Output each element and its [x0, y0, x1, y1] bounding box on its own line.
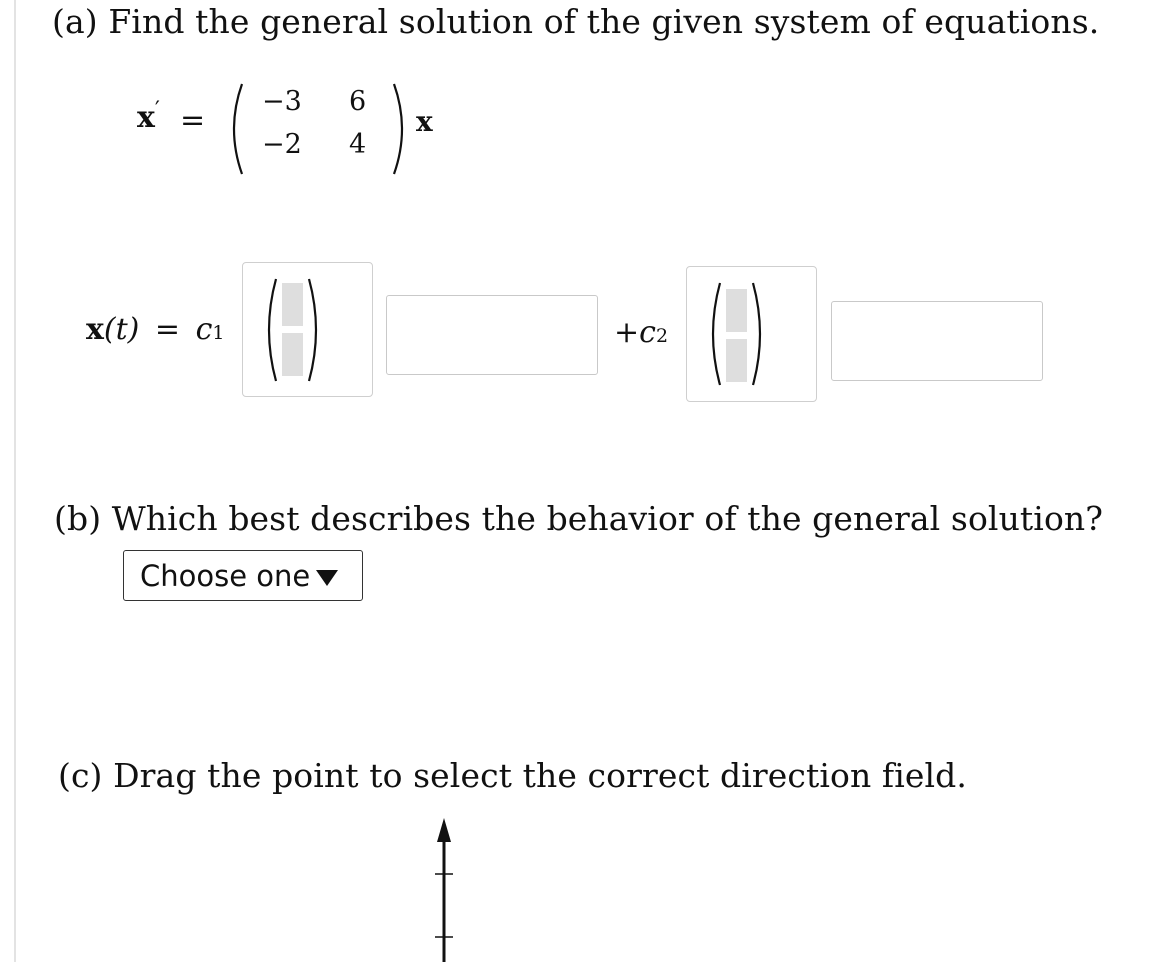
vector2-right-paren	[749, 281, 769, 387]
plus-c2: +c2	[614, 315, 669, 350]
matrix-a21: −2	[262, 129, 302, 160]
matrix-left-paren	[224, 82, 246, 176]
direction-field-axis	[420, 816, 470, 962]
eigenvector-1-box[interactable]	[242, 262, 373, 397]
part-c-heading: (c) Drag the point to select the correct direction field.	[58, 756, 967, 795]
matrix-a12: 6	[349, 86, 367, 117]
eigenvector-1-entry-1[interactable]	[282, 283, 303, 326]
matrix-a11: −3	[262, 86, 302, 117]
part-b-heading: (b) Which best describes the behavior of the general solution?	[54, 499, 1104, 538]
vector1-left-paren	[260, 277, 280, 383]
behavior-dropdown[interactable]	[123, 550, 363, 601]
vector1-right-paren	[305, 277, 325, 383]
equals-sign: =	[180, 103, 206, 138]
vector2-left-paren	[704, 281, 724, 387]
exponential-term-1-input[interactable]	[386, 295, 598, 375]
rhs-x-variable: x	[416, 105, 433, 138]
matrix-a22: 4	[349, 129, 367, 160]
eigenvector-2-entry-1[interactable]	[726, 289, 747, 332]
chevron-down-icon	[316, 570, 338, 586]
solution-lhs: x(t) = c1	[86, 312, 225, 347]
part-a-heading: (a) Find the general solution of the given system of equations.	[52, 2, 1100, 41]
eigenvector-2-box[interactable]	[686, 266, 817, 402]
lhs-x-variable: x′	[137, 98, 160, 135]
exponential-term-2-input[interactable]	[831, 301, 1043, 381]
dropdown-value: Choose one	[140, 558, 311, 593]
eigenvector-2-entry-2[interactable]	[726, 339, 747, 382]
matrix-right-paren	[390, 82, 412, 176]
eigenvector-1-entry-2[interactable]	[282, 333, 303, 376]
left-divider	[14, 0, 16, 962]
